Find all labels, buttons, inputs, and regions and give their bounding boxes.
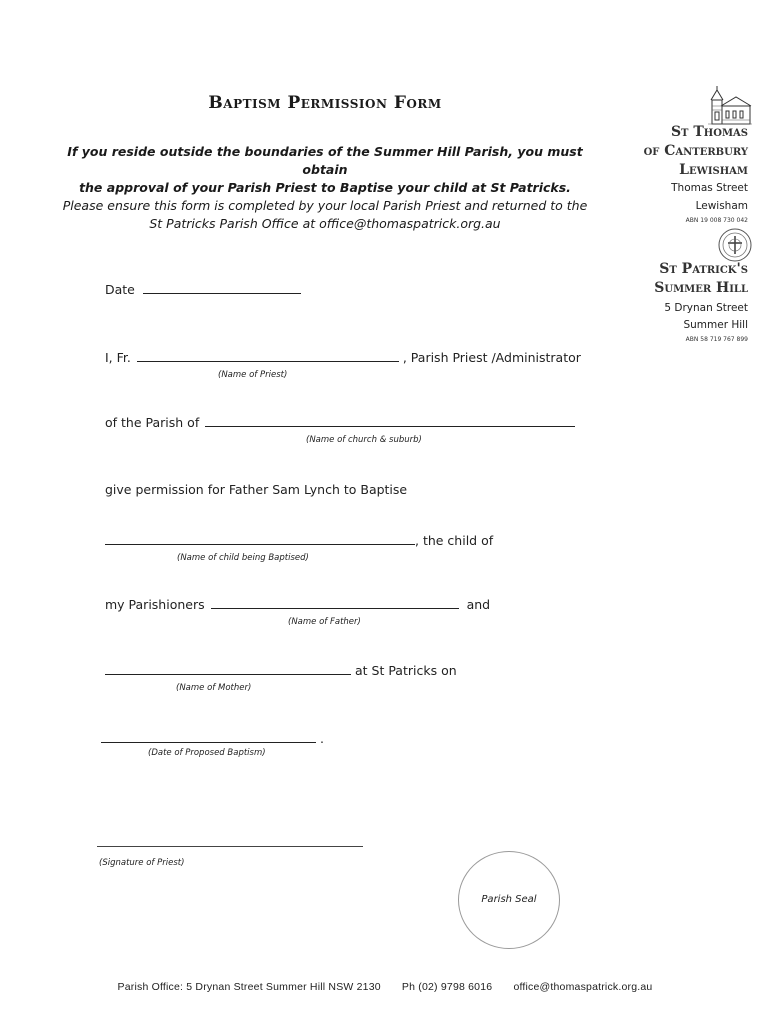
priest-name-hint: (Name of Priest) [218, 370, 288, 380]
date-input-line[interactable] [143, 282, 301, 294]
priest-row [105, 350, 581, 365]
parish-name: of Canterbury [643, 143, 748, 159]
parish-street: 5 Drynan Street [664, 302, 748, 314]
parish-label: of the Parish of [105, 415, 200, 430]
intro-line: St Patricks Parish Office at office@thomaspatrick.org.au [149, 216, 501, 231]
parishioners-label: my Parishioners [105, 597, 205, 612]
mother-name-input-line[interactable] [105, 663, 351, 675]
footer-phone: Ph (02) 9798 6016 [401, 981, 493, 993]
mother-name-hint: (Name of Mother) [176, 683, 252, 693]
church-icon [708, 86, 752, 126]
baptism-date-hint: (Date of Proposed Baptism) [148, 748, 266, 758]
footer [0, 981, 770, 993]
parish-name: Summer Hill [654, 280, 748, 296]
parish-seal-label: Parish Seal [481, 894, 537, 905]
form-title: Baptism Permission Form [208, 93, 442, 113]
parish-input-line[interactable] [205, 415, 575, 427]
date-label: Date [105, 282, 135, 297]
parish-suburb: Lewisham [695, 200, 748, 212]
footer-office: Parish Office: 5 Drynan Street Summer Hill NSW 2130 [117, 981, 381, 993]
parish-hint: (Name of church & suburb) [306, 435, 422, 445]
mother-row [105, 663, 457, 678]
signature-line[interactable] [97, 846, 363, 847]
parish-abn: ABN 58 719 767 899 [685, 336, 748, 343]
intro-line: Please ensure this form is completed by your local Parish Priest and returned to the [62, 198, 588, 213]
parish-name: St Patrick's [659, 261, 748, 277]
father-row [105, 597, 490, 612]
permission-text: give permission for Father Sam Lynch to Baptise [105, 482, 408, 497]
priest-suffix: , Parish Priest /Administrator [402, 350, 581, 365]
parish-name: St Thomas [670, 124, 748, 140]
intro-line: If you reside outside the boundaries of the Summer Hill Parish, you must obtain [67, 144, 583, 177]
parish-name: Lewisham [679, 162, 748, 178]
signature-hint: (Signature of Priest) [99, 858, 185, 868]
child-name-input-line[interactable] [105, 533, 415, 545]
parish-street: Thomas Street [671, 182, 748, 194]
date-row [105, 282, 301, 297]
child-row [105, 533, 493, 548]
father-name-input-line[interactable] [211, 597, 459, 609]
parish-row [105, 415, 575, 430]
and-text: and [466, 597, 491, 612]
child-suffix: , the child of [415, 533, 494, 548]
intro-instructions [50, 143, 600, 233]
baptism-date-input-line[interactable] [101, 731, 316, 743]
parish-abn: ABN 19 008 730 042 [685, 217, 748, 224]
parish-seal-icon [718, 228, 752, 262]
mother-suffix: at St Patricks on [354, 663, 457, 678]
parish-suburb: Summer Hill [683, 319, 748, 331]
footer-email[interactable]: office@thomaspatrick.org.au [513, 981, 653, 993]
priest-prefix: I, Fr. [105, 350, 131, 365]
baptism-date-row [101, 731, 324, 746]
child-name-hint: (Name of child being Baptised) [177, 553, 309, 563]
father-name-hint: (Name of Father) [288, 617, 361, 627]
priest-name-input-line[interactable] [137, 350, 399, 362]
baptism-date-suffix: . [319, 731, 324, 746]
intro-line: the approval of your Parish Priest to Baptise your child at St Patricks. [79, 180, 571, 195]
